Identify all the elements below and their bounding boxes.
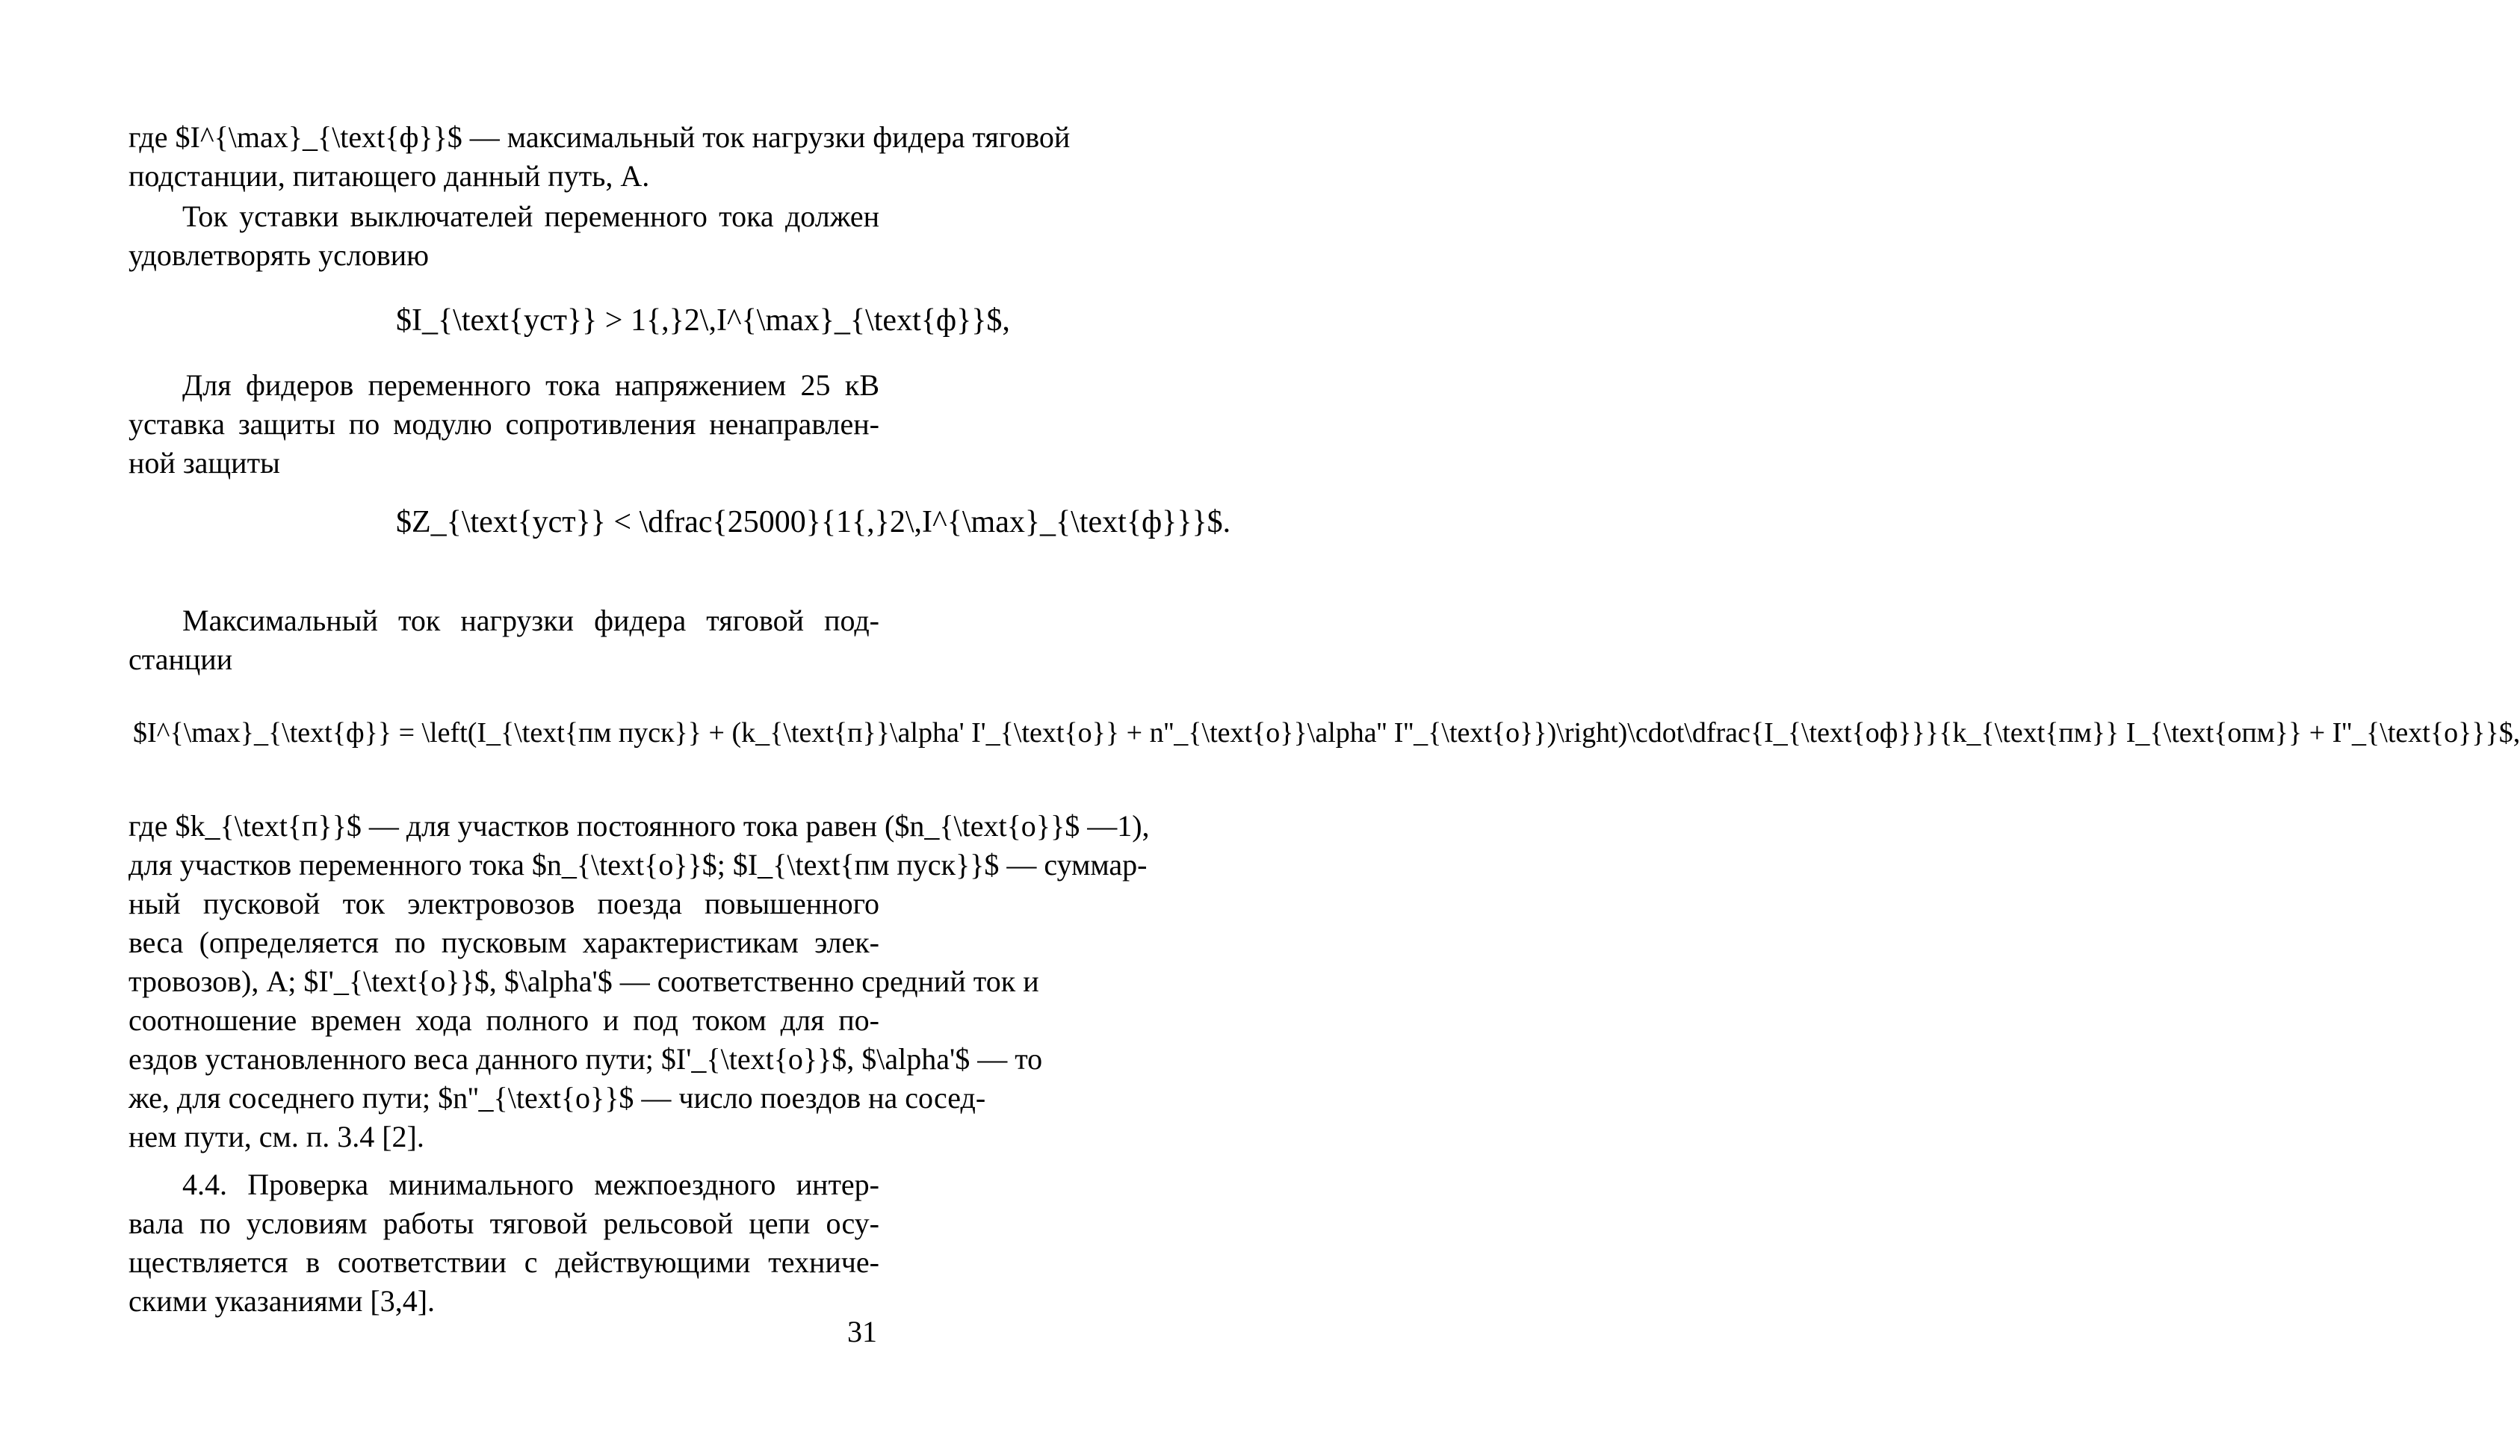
paragraph-max-current	[129, 601, 879, 679]
text-line: веса (определяется по пусковым характеристикам элек-	[129, 926, 879, 959]
paragraph-section-4-4	[129, 1165, 879, 1321]
paragraph-variable-definitions	[129, 807, 1150, 1156]
formula-max-feeder-current: $I^{\max}_{\text{ф}} = \left(I_{\text{пм пуск}} + (k_{\text{п}}\alpha' I'_{\text{о}} + n''_{\text{о}}\alpha'' I''_{\text{о}})\right)\cdot\dfrac{I_{\text{оф}}}{k_{\text{пм}} I_{\text{опм}} + I''_{\text{о}}}$,	[133, 717, 2520, 749]
text-line: для участков переменного тока $n_{\text{о}}$; $I_{\text{пм пуск}}$ — суммар-	[129, 848, 1148, 882]
page-number: 31	[847, 1315, 877, 1348]
text-line: где $I^{\max}_{\text{ф}}$ — максимальный ток нагрузки фидера тяговой	[129, 120, 1071, 154]
text-line: станции	[129, 642, 233, 676]
text-line: тровозов), А; $I'_{\text{о}}$, $\alpha'$ — соответственно средний ток и	[129, 964, 1039, 998]
text-line: ществляется в соответствии с действующими техниче-	[129, 1245, 879, 1279]
text-line: скими указаниями [3,4].	[129, 1284, 436, 1318]
text-line: вала по условиям работы тяговой рельсовой цепи осу-	[129, 1206, 879, 1240]
paragraph-feeder-protection	[129, 366, 879, 483]
text-line: где $k_{\text{п}}$ — для участков постоянного тока равен ($n_{\text{о}}$ —1),	[129, 809, 1150, 843]
text-line: 4.4. Проверка минимального межпоездного интер-	[182, 1168, 879, 1201]
paragraph-definition-imax	[129, 118, 1071, 196]
text-line: ездов установленного веса данного пути; $I'_{\text{о}}$, $\alpha'$ — то	[129, 1042, 1043, 1076]
text-line: уставка защиты по модулю сопротивления ненаправлен-	[129, 407, 879, 441]
text-line: Ток уставки выключателей переменного тока должен	[182, 199, 879, 233]
text-line: соотношение времен хода полного и под током для по-	[129, 1003, 879, 1037]
text-line: ный пусковой ток электровозов поезда повышенного	[129, 887, 879, 920]
formula-impedance-setting: $Z_{\text{уст}} < \dfrac{25000}{1{,}2\,I^{\max}_{\text{ф}}}$.	[396, 505, 1231, 539]
text-line: ной защиты	[129, 446, 280, 480]
text-line: удовлетворять условию	[129, 238, 430, 272]
text-line: нем пути, см. п. 3.4 [2].	[129, 1120, 424, 1153]
text-line: Для фидеров переменного тока напряжением 25 кВ	[182, 368, 879, 402]
paragraph-setting-current	[129, 197, 879, 275]
text-line: же, для соседнего пути; $n''_{\text{о}}$ — число поездов на сосед-	[129, 1081, 986, 1115]
text-line: Максимальный ток нагрузки фидера тяговой под-	[182, 604, 879, 637]
formula-setting-inequality: $I_{\text{уст}} > 1{,}2\,I^{\max}_{\text{ф}}$,	[396, 303, 1010, 338]
text-line: подстанции, питающего данный путь, А.	[129, 159, 650, 193]
